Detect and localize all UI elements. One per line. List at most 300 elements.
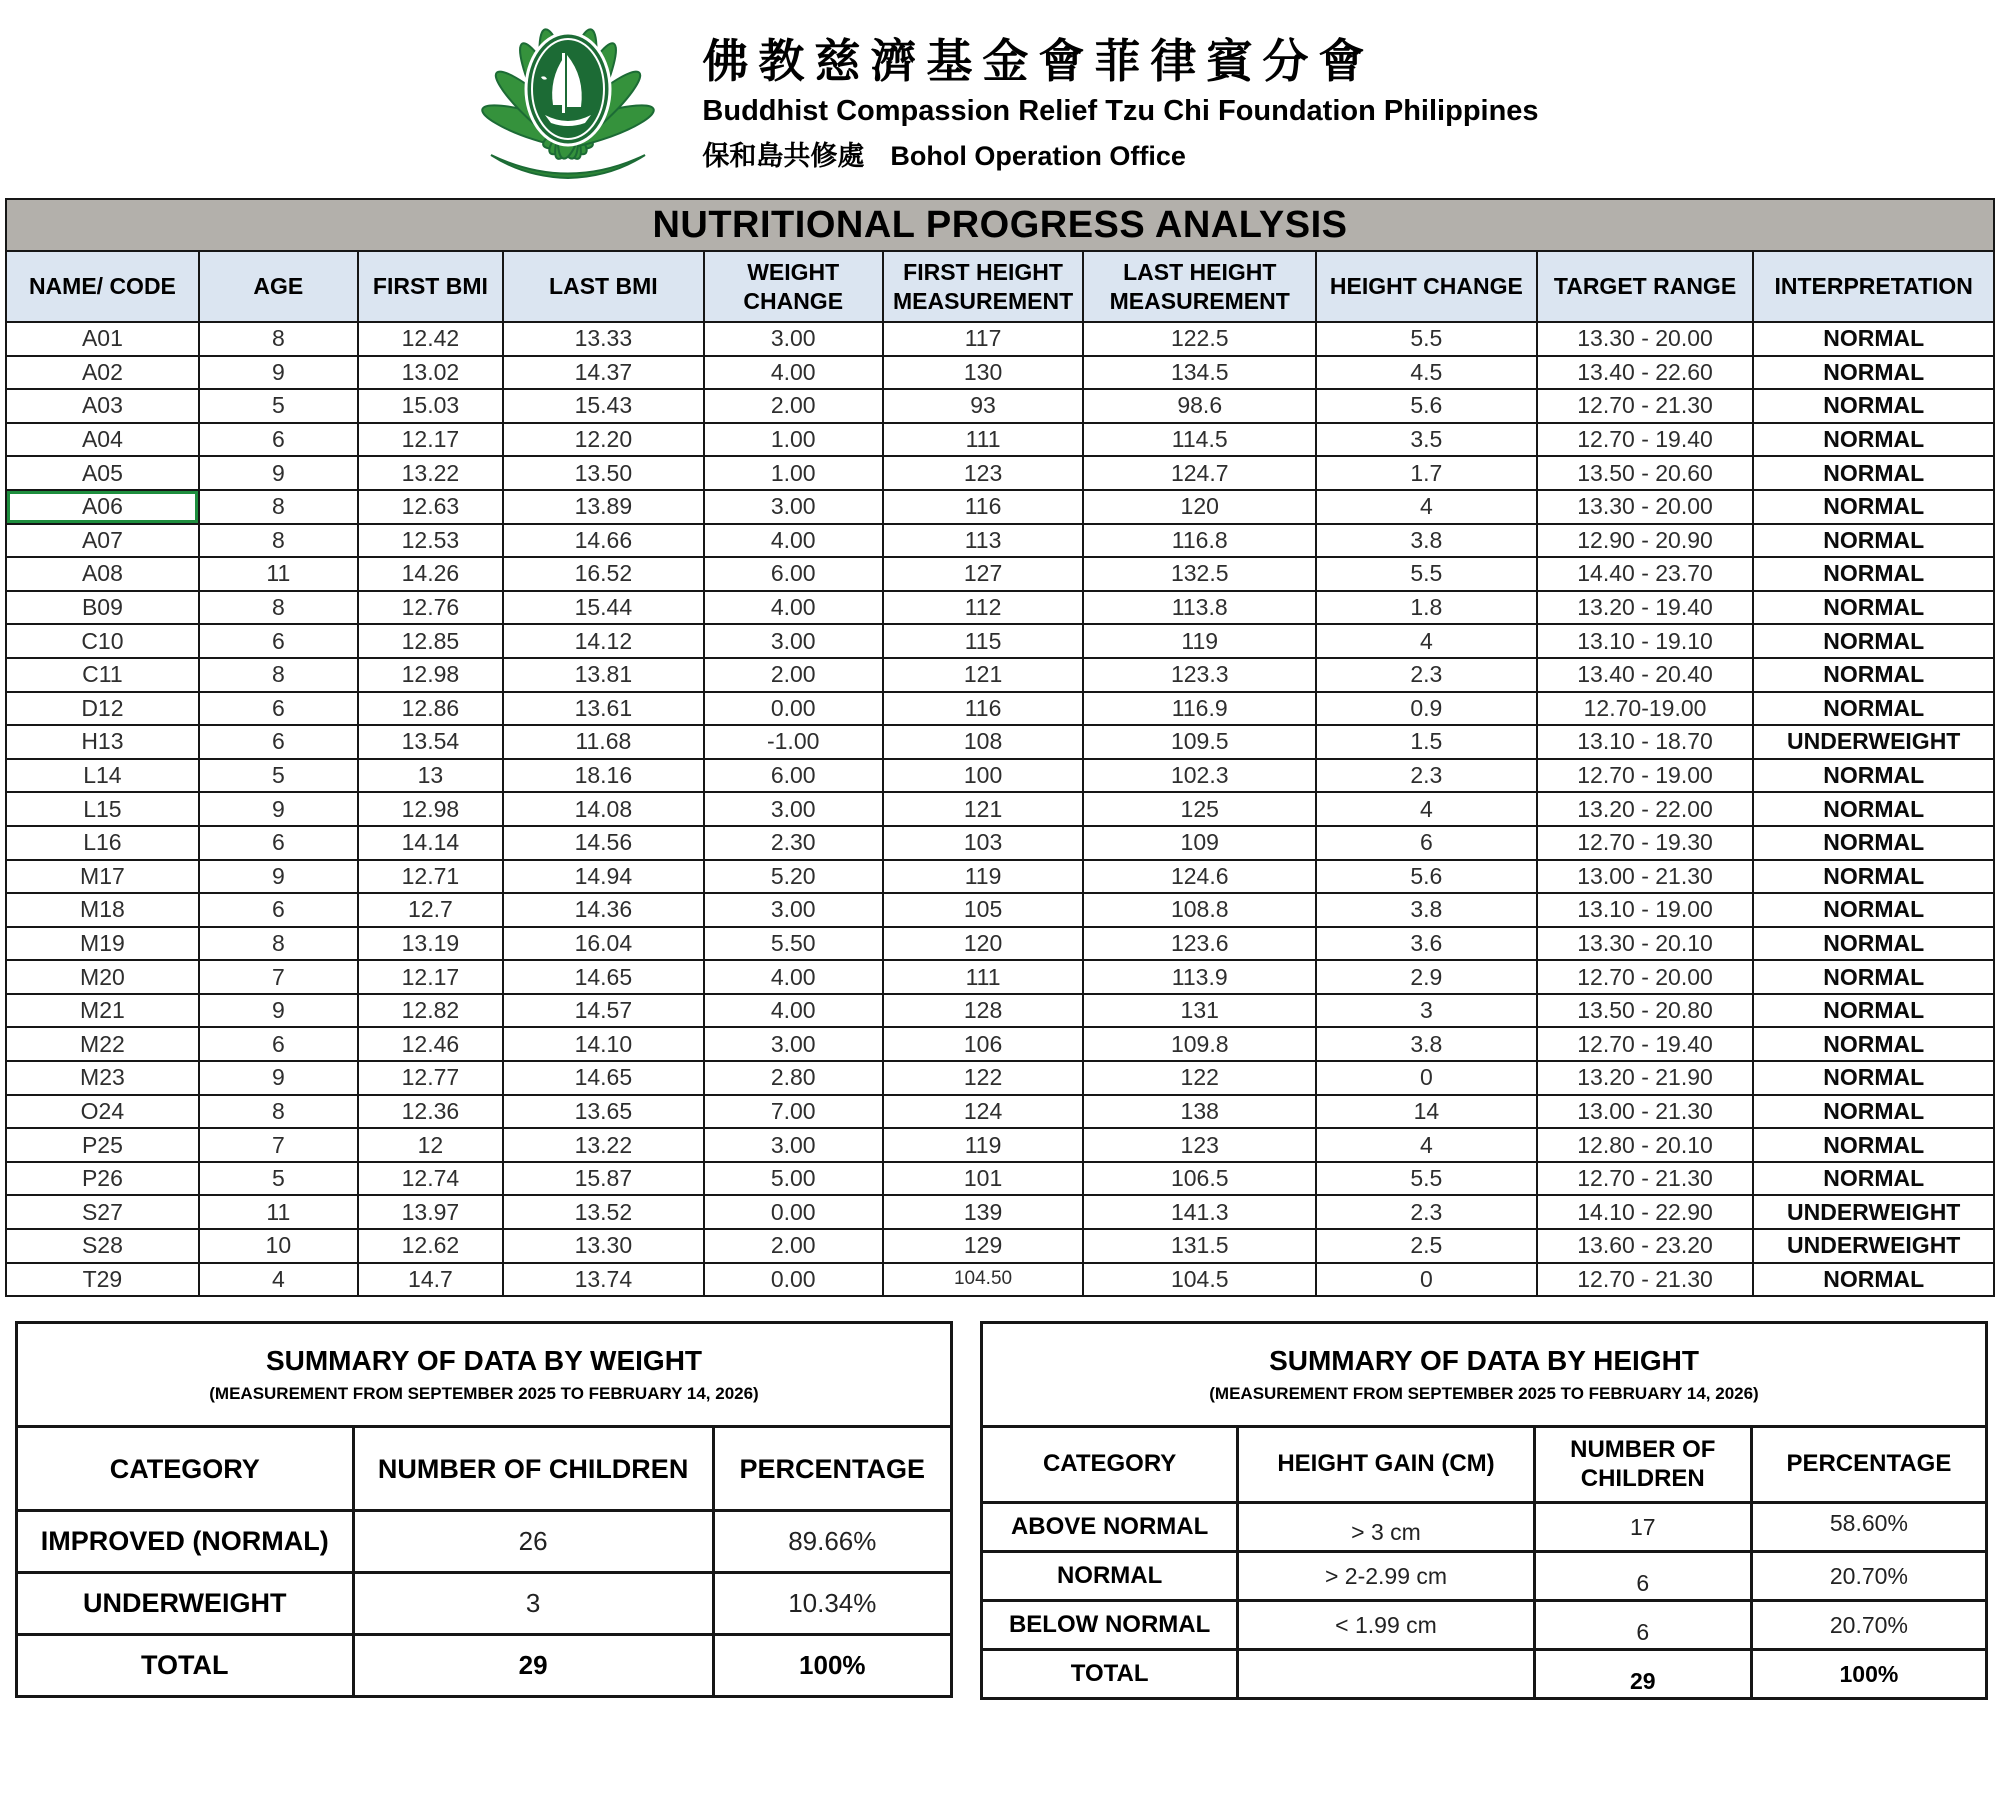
cell-first-height-measurement[interactable]: 119 bbox=[883, 1128, 1084, 1162]
cell-height-change[interactable]: 5.5 bbox=[1316, 557, 1537, 591]
cell-name-code[interactable]: L16 bbox=[6, 826, 199, 860]
cell-height-change[interactable]: 3 bbox=[1316, 994, 1537, 1028]
cell-height-change[interactable]: 2.5 bbox=[1316, 1229, 1537, 1263]
cell-age[interactable]: 10 bbox=[199, 1229, 358, 1263]
cell-last-height-measurement[interactable]: 119 bbox=[1083, 624, 1316, 658]
cell-age[interactable]: 6 bbox=[199, 692, 358, 726]
cell-age[interactable]: 8 bbox=[199, 658, 358, 692]
cell-first-height-measurement[interactable]: 116 bbox=[883, 490, 1084, 524]
cell-height-change[interactable]: 4 bbox=[1316, 1128, 1537, 1162]
cell-interpretation[interactable]: NORMAL bbox=[1753, 826, 1994, 860]
cell-age[interactable]: 8 bbox=[199, 524, 358, 558]
cell-last-bmi[interactable]: 14.10 bbox=[503, 1027, 704, 1061]
cell-interpretation[interactable]: NORMAL bbox=[1753, 1027, 1994, 1061]
cell-first-height-measurement[interactable]: 116 bbox=[883, 692, 1084, 726]
cell-first-bmi[interactable]: 15.03 bbox=[358, 389, 503, 423]
cell-height-change[interactable]: 3.8 bbox=[1316, 1027, 1537, 1061]
cell-first-height-measurement[interactable]: 127 bbox=[883, 557, 1084, 591]
cell-first-bmi[interactable]: 13.22 bbox=[358, 456, 503, 490]
cell-first-bmi[interactable]: 12.98 bbox=[358, 658, 503, 692]
cell-interpretation[interactable]: NORMAL bbox=[1753, 322, 1994, 356]
cell-interpretation[interactable]: NORMAL bbox=[1753, 893, 1994, 927]
height-summary-cell-number-of-children[interactable]: 6 bbox=[1534, 1601, 1751, 1650]
height-summary-cell-number-of-children[interactable]: 17 bbox=[1534, 1503, 1751, 1552]
cell-last-bmi[interactable]: 13.81 bbox=[503, 658, 704, 692]
cell-target-range[interactable]: 13.50 - 20.80 bbox=[1537, 994, 1754, 1028]
cell-age[interactable]: 11 bbox=[199, 557, 358, 591]
cell-weight-change[interactable]: 3.00 bbox=[704, 490, 883, 524]
cell-height-change[interactable]: 3.8 bbox=[1316, 893, 1537, 927]
cell-first-height-measurement[interactable]: 113 bbox=[883, 524, 1084, 558]
cell-target-range[interactable]: 14.10 - 22.90 bbox=[1537, 1195, 1754, 1229]
cell-last-height-measurement[interactable]: 123 bbox=[1083, 1128, 1316, 1162]
weight-summary-cell-number-of-children[interactable]: 26 bbox=[353, 1511, 713, 1573]
cell-name-code[interactable]: M22 bbox=[6, 1027, 199, 1061]
cell-weight-change[interactable]: 3.00 bbox=[704, 322, 883, 356]
cell-interpretation[interactable]: NORMAL bbox=[1753, 960, 1994, 994]
cell-name-code[interactable]: A01 bbox=[6, 322, 199, 356]
cell-target-range[interactable]: 13.20 - 22.00 bbox=[1537, 792, 1754, 826]
cell-last-height-measurement[interactable]: 122.5 bbox=[1083, 322, 1316, 356]
cell-weight-change[interactable]: 7.00 bbox=[704, 1095, 883, 1129]
cell-last-height-measurement[interactable]: 104.5 bbox=[1083, 1263, 1316, 1297]
cell-height-change[interactable]: 1.7 bbox=[1316, 456, 1537, 490]
cell-last-height-measurement[interactable]: 134.5 bbox=[1083, 356, 1316, 390]
cell-last-bmi[interactable]: 15.44 bbox=[503, 591, 704, 625]
cell-weight-change[interactable]: 0.00 bbox=[704, 692, 883, 726]
cell-age[interactable]: 9 bbox=[199, 456, 358, 490]
cell-age[interactable]: 8 bbox=[199, 927, 358, 961]
cell-last-height-measurement[interactable]: 109.5 bbox=[1083, 725, 1316, 759]
cell-last-height-measurement[interactable]: 123.6 bbox=[1083, 927, 1316, 961]
cell-age[interactable]: 6 bbox=[199, 725, 358, 759]
cell-last-bmi[interactable]: 14.08 bbox=[503, 792, 704, 826]
cell-age[interactable]: 11 bbox=[199, 1195, 358, 1229]
cell-interpretation[interactable]: NORMAL bbox=[1753, 624, 1994, 658]
cell-target-range[interactable]: 13.50 - 20.60 bbox=[1537, 456, 1754, 490]
cell-interpretation[interactable]: NORMAL bbox=[1753, 860, 1994, 894]
cell-interpretation[interactable]: NORMAL bbox=[1753, 557, 1994, 591]
cell-first-bmi[interactable]: 12.53 bbox=[358, 524, 503, 558]
cell-target-range[interactable]: 13.10 - 18.70 bbox=[1537, 725, 1754, 759]
cell-height-change[interactable]: 2.9 bbox=[1316, 960, 1537, 994]
cell-height-change[interactable]: 3.6 bbox=[1316, 927, 1537, 961]
cell-last-bmi[interactable]: 14.65 bbox=[503, 1061, 704, 1095]
cell-name-code[interactable]: T29 bbox=[6, 1263, 199, 1297]
height-summary-cell-height-gain[interactable] bbox=[1238, 1650, 1534, 1699]
cell-target-range[interactable]: 13.60 - 23.20 bbox=[1537, 1229, 1754, 1263]
cell-weight-change[interactable]: 1.00 bbox=[704, 456, 883, 490]
cell-age[interactable]: 5 bbox=[199, 759, 358, 793]
cell-first-bmi[interactable]: 12.76 bbox=[358, 591, 503, 625]
cell-age[interactable]: 6 bbox=[199, 893, 358, 927]
cell-first-height-measurement[interactable]: 115 bbox=[883, 624, 1084, 658]
cell-name-code[interactable]: M20 bbox=[6, 960, 199, 994]
cell-first-height-measurement[interactable]: 117 bbox=[883, 322, 1084, 356]
cell-height-change[interactable]: 3.8 bbox=[1316, 524, 1537, 558]
cell-last-bmi[interactable]: 13.50 bbox=[503, 456, 704, 490]
cell-last-bmi[interactable]: 13.89 bbox=[503, 490, 704, 524]
cell-age[interactable]: 9 bbox=[199, 994, 358, 1028]
cell-first-height-measurement[interactable]: 120 bbox=[883, 927, 1084, 961]
cell-interpretation[interactable]: NORMAL bbox=[1753, 759, 1994, 793]
cell-last-height-measurement[interactable]: 102.3 bbox=[1083, 759, 1316, 793]
cell-last-bmi[interactable]: 14.66 bbox=[503, 524, 704, 558]
cell-first-bmi[interactable]: 12.7 bbox=[358, 893, 503, 927]
cell-weight-change[interactable]: 0.00 bbox=[704, 1195, 883, 1229]
cell-interpretation[interactable]: NORMAL bbox=[1753, 524, 1994, 558]
cell-height-change[interactable]: 0 bbox=[1316, 1263, 1537, 1297]
cell-first-bmi[interactable]: 12.77 bbox=[358, 1061, 503, 1095]
height-summary-cell-category[interactable]: ABOVE NORMAL bbox=[982, 1503, 1238, 1552]
cell-target-range[interactable]: 13.00 - 21.30 bbox=[1537, 860, 1754, 894]
cell-height-change[interactable]: 6 bbox=[1316, 826, 1537, 860]
cell-first-height-measurement[interactable]: 93 bbox=[883, 389, 1084, 423]
cell-name-code[interactable]: S28 bbox=[6, 1229, 199, 1263]
cell-weight-change[interactable]: -1.00 bbox=[704, 725, 883, 759]
weight-summary-cell-percentage[interactable]: 10.34% bbox=[713, 1573, 951, 1635]
cell-first-bmi[interactable]: 12.98 bbox=[358, 792, 503, 826]
cell-target-range[interactable]: 12.70 - 20.00 bbox=[1537, 960, 1754, 994]
cell-last-height-measurement[interactable]: 124.7 bbox=[1083, 456, 1316, 490]
cell-interpretation[interactable]: NORMAL bbox=[1753, 994, 1994, 1028]
cell-interpretation[interactable]: NORMAL bbox=[1753, 927, 1994, 961]
cell-weight-change[interactable]: 5.00 bbox=[704, 1162, 883, 1196]
cell-weight-change[interactable]: 6.00 bbox=[704, 759, 883, 793]
cell-first-bmi[interactable]: 12.42 bbox=[358, 322, 503, 356]
cell-weight-change[interactable]: 3.00 bbox=[704, 1027, 883, 1061]
cell-name-code[interactable]: M17 bbox=[6, 860, 199, 894]
cell-weight-change[interactable]: 2.00 bbox=[704, 1229, 883, 1263]
cell-first-bmi[interactable]: 12.71 bbox=[358, 860, 503, 894]
cell-name-code[interactable]: A04 bbox=[6, 423, 199, 457]
cell-height-change[interactable]: 2.3 bbox=[1316, 759, 1537, 793]
cell-age[interactable]: 8 bbox=[199, 1095, 358, 1129]
cell-target-range[interactable]: 13.00 - 21.30 bbox=[1537, 1095, 1754, 1129]
cell-first-height-measurement[interactable]: 106 bbox=[883, 1027, 1084, 1061]
cell-target-range[interactable]: 13.40 - 22.60 bbox=[1537, 356, 1754, 390]
cell-height-change[interactable]: 14 bbox=[1316, 1095, 1537, 1129]
cell-last-height-measurement[interactable]: 114.5 bbox=[1083, 423, 1316, 457]
cell-weight-change[interactable]: 4.00 bbox=[704, 960, 883, 994]
cell-age[interactable]: 7 bbox=[199, 960, 358, 994]
cell-target-range[interactable]: 13.30 - 20.10 bbox=[1537, 927, 1754, 961]
cell-target-range[interactable]: 12.70 - 21.30 bbox=[1537, 1162, 1754, 1196]
cell-first-bmi[interactable]: 13.02 bbox=[358, 356, 503, 390]
cell-first-bmi[interactable]: 13.54 bbox=[358, 725, 503, 759]
cell-target-range[interactable]: 13.40 - 20.40 bbox=[1537, 658, 1754, 692]
cell-height-change[interactable]: 4 bbox=[1316, 792, 1537, 826]
cell-first-height-measurement[interactable]: 100 bbox=[883, 759, 1084, 793]
cell-last-height-measurement[interactable]: 131.5 bbox=[1083, 1229, 1316, 1263]
cell-interpretation[interactable]: NORMAL bbox=[1753, 1095, 1994, 1129]
cell-first-height-measurement[interactable]: 104.50 bbox=[883, 1263, 1084, 1297]
cell-age[interactable]: 8 bbox=[199, 591, 358, 625]
cell-last-bmi[interactable]: 12.20 bbox=[503, 423, 704, 457]
cell-interpretation[interactable]: NORMAL bbox=[1753, 692, 1994, 726]
cell-first-bmi[interactable]: 12.62 bbox=[358, 1229, 503, 1263]
cell-interpretation[interactable]: UNDERWEIGHT bbox=[1753, 1195, 1994, 1229]
cell-interpretation[interactable]: UNDERWEIGHT bbox=[1753, 725, 1994, 759]
cell-height-change[interactable]: 4 bbox=[1316, 490, 1537, 524]
cell-first-height-measurement[interactable]: 122 bbox=[883, 1061, 1084, 1095]
height-summary-cell-percentage[interactable]: 20.70% bbox=[1751, 1601, 1986, 1650]
cell-name-code[interactable]: A07 bbox=[6, 524, 199, 558]
cell-name-code[interactable]: A03 bbox=[6, 389, 199, 423]
cell-last-bmi[interactable]: 13.33 bbox=[503, 322, 704, 356]
cell-interpretation[interactable]: NORMAL bbox=[1753, 389, 1994, 423]
weight-summary-cell-percentage[interactable]: 89.66% bbox=[713, 1511, 951, 1573]
cell-target-range[interactable]: 13.20 - 19.40 bbox=[1537, 591, 1754, 625]
cell-weight-change[interactable]: 3.00 bbox=[704, 893, 883, 927]
cell-weight-change[interactable]: 2.30 bbox=[704, 826, 883, 860]
cell-first-height-measurement[interactable]: 111 bbox=[883, 960, 1084, 994]
cell-last-bmi[interactable]: 13.65 bbox=[503, 1095, 704, 1129]
cell-interpretation[interactable]: NORMAL bbox=[1753, 1162, 1994, 1196]
cell-age[interactable]: 9 bbox=[199, 860, 358, 894]
cell-target-range[interactable]: 14.40 - 23.70 bbox=[1537, 557, 1754, 591]
cell-first-bmi[interactable]: 14.14 bbox=[358, 826, 503, 860]
height-summary-cell-category[interactable]: NORMAL bbox=[982, 1552, 1238, 1601]
cell-target-range[interactable]: 12.90 - 20.90 bbox=[1537, 524, 1754, 558]
cell-name-code[interactable]: C10 bbox=[6, 624, 199, 658]
cell-name-code[interactable]: L15 bbox=[6, 792, 199, 826]
cell-first-height-measurement[interactable]: 119 bbox=[883, 860, 1084, 894]
cell-last-bmi[interactable]: 13.74 bbox=[503, 1263, 704, 1297]
cell-last-height-measurement[interactable]: 132.5 bbox=[1083, 557, 1316, 591]
cell-first-height-measurement[interactable]: 101 bbox=[883, 1162, 1084, 1196]
cell-last-bmi[interactable]: 15.43 bbox=[503, 389, 704, 423]
cell-age[interactable]: 6 bbox=[199, 1027, 358, 1061]
cell-interpretation[interactable]: NORMAL bbox=[1753, 490, 1994, 524]
cell-name-code[interactable]: A08 bbox=[6, 557, 199, 591]
height-summary-cell-category[interactable]: BELOW NORMAL bbox=[982, 1601, 1238, 1650]
height-summary-cell-height-gain[interactable]: > 3 cm bbox=[1238, 1503, 1534, 1552]
cell-last-bmi[interactable]: 13.61 bbox=[503, 692, 704, 726]
cell-last-bmi[interactable]: 13.22 bbox=[503, 1128, 704, 1162]
cell-last-height-measurement[interactable]: 122 bbox=[1083, 1061, 1316, 1095]
cell-height-change[interactable]: 2.3 bbox=[1316, 1195, 1537, 1229]
cell-first-height-measurement[interactable]: 130 bbox=[883, 356, 1084, 390]
cell-last-bmi[interactable]: 14.56 bbox=[503, 826, 704, 860]
cell-weight-change[interactable]: 1.00 bbox=[704, 423, 883, 457]
cell-interpretation[interactable]: NORMAL bbox=[1753, 591, 1994, 625]
cell-name-code[interactable]: P25 bbox=[6, 1128, 199, 1162]
cell-last-height-measurement[interactable]: 109 bbox=[1083, 826, 1316, 860]
cell-first-bmi[interactable]: 14.7 bbox=[358, 1263, 503, 1297]
cell-age[interactable]: 6 bbox=[199, 826, 358, 860]
cell-height-change[interactable]: 5.6 bbox=[1316, 389, 1537, 423]
cell-last-height-measurement[interactable]: 125 bbox=[1083, 792, 1316, 826]
height-summary-cell-percentage[interactable]: 100% bbox=[1751, 1650, 1986, 1699]
cell-height-change[interactable]: 2.3 bbox=[1316, 658, 1537, 692]
cell-last-height-measurement[interactable]: 106.5 bbox=[1083, 1162, 1316, 1196]
cell-name-code[interactable]: B09 bbox=[6, 591, 199, 625]
cell-name-code[interactable]: M18 bbox=[6, 893, 199, 927]
cell-weight-change[interactable]: 5.20 bbox=[704, 860, 883, 894]
cell-first-height-measurement[interactable]: 124 bbox=[883, 1095, 1084, 1129]
cell-first-bmi[interactable]: 12.74 bbox=[358, 1162, 503, 1196]
cell-height-change[interactable]: 5.5 bbox=[1316, 322, 1537, 356]
cell-weight-change[interactable]: 2.00 bbox=[704, 389, 883, 423]
cell-last-bmi[interactable]: 14.57 bbox=[503, 994, 704, 1028]
cell-name-code[interactable]: M23 bbox=[6, 1061, 199, 1095]
cell-weight-change[interactable]: 2.00 bbox=[704, 658, 883, 692]
cell-age[interactable]: 9 bbox=[199, 1061, 358, 1095]
cell-name-code[interactable]: O24 bbox=[6, 1095, 199, 1129]
cell-weight-change[interactable]: 4.00 bbox=[704, 994, 883, 1028]
cell-weight-change[interactable]: 0.00 bbox=[704, 1263, 883, 1297]
cell-interpretation[interactable]: NORMAL bbox=[1753, 1263, 1994, 1297]
cell-age[interactable]: 5 bbox=[199, 389, 358, 423]
cell-target-range[interactable]: 12.70 - 19.40 bbox=[1537, 423, 1754, 457]
cell-last-height-measurement[interactable]: 113.8 bbox=[1083, 591, 1316, 625]
cell-target-range[interactable]: 12.70 - 19.40 bbox=[1537, 1027, 1754, 1061]
cell-target-range[interactable]: 13.30 - 20.00 bbox=[1537, 490, 1754, 524]
cell-first-height-measurement[interactable]: 103 bbox=[883, 826, 1084, 860]
cell-first-bmi[interactable]: 13 bbox=[358, 759, 503, 793]
cell-last-height-measurement[interactable]: 131 bbox=[1083, 994, 1316, 1028]
cell-name-code[interactable]: P26 bbox=[6, 1162, 199, 1196]
cell-last-height-measurement[interactable]: 138 bbox=[1083, 1095, 1316, 1129]
cell-name-code[interactable]: H13 bbox=[6, 725, 199, 759]
cell-target-range[interactable]: 12.70 - 19.30 bbox=[1537, 826, 1754, 860]
height-summary-cell-height-gain[interactable]: < 1.99 cm bbox=[1238, 1601, 1534, 1650]
cell-name-code[interactable]: L14 bbox=[6, 759, 199, 793]
cell-first-bmi[interactable]: 12.86 bbox=[358, 692, 503, 726]
cell-last-height-measurement[interactable]: 120 bbox=[1083, 490, 1316, 524]
cell-target-range[interactable]: 13.10 - 19.10 bbox=[1537, 624, 1754, 658]
height-summary-cell-number-of-children[interactable]: 29 bbox=[1534, 1650, 1751, 1699]
cell-interpretation[interactable]: NORMAL bbox=[1753, 423, 1994, 457]
cell-last-bmi[interactable]: 13.52 bbox=[503, 1195, 704, 1229]
cell-target-range[interactable]: 12.70 - 21.30 bbox=[1537, 1263, 1754, 1297]
cell-age[interactable]: 7 bbox=[199, 1128, 358, 1162]
cell-weight-change[interactable]: 2.80 bbox=[704, 1061, 883, 1095]
cell-first-height-measurement[interactable]: 112 bbox=[883, 591, 1084, 625]
cell-interpretation[interactable]: NORMAL bbox=[1753, 792, 1994, 826]
height-summary-cell-percentage[interactable]: 20.70% bbox=[1751, 1552, 1986, 1601]
cell-height-change[interactable]: 0 bbox=[1316, 1061, 1537, 1095]
cell-target-range[interactable]: 13.10 - 19.00 bbox=[1537, 893, 1754, 927]
cell-height-change[interactable]: 4.5 bbox=[1316, 356, 1537, 390]
weight-summary-cell-number-of-children[interactable]: 3 bbox=[353, 1573, 713, 1635]
cell-name-code[interactable]: A06 bbox=[6, 490, 199, 524]
cell-name-code[interactable]: A02 bbox=[6, 356, 199, 390]
cell-last-bmi[interactable]: 13.30 bbox=[503, 1229, 704, 1263]
cell-age[interactable]: 8 bbox=[199, 490, 358, 524]
cell-height-change[interactable]: 1.5 bbox=[1316, 725, 1537, 759]
cell-age[interactable]: 8 bbox=[199, 322, 358, 356]
cell-last-bmi[interactable]: 15.87 bbox=[503, 1162, 704, 1196]
cell-weight-change[interactable]: 3.00 bbox=[704, 792, 883, 826]
cell-age[interactable]: 9 bbox=[199, 792, 358, 826]
cell-first-bmi[interactable]: 12.36 bbox=[358, 1095, 503, 1129]
cell-interpretation[interactable]: NORMAL bbox=[1753, 658, 1994, 692]
cell-last-bmi[interactable]: 14.94 bbox=[503, 860, 704, 894]
cell-last-bmi[interactable]: 14.65 bbox=[503, 960, 704, 994]
cell-target-range[interactable]: 13.30 - 20.00 bbox=[1537, 322, 1754, 356]
cell-last-bmi[interactable]: 14.36 bbox=[503, 893, 704, 927]
cell-interpretation[interactable]: NORMAL bbox=[1753, 456, 1994, 490]
cell-last-bmi[interactable]: 11.68 bbox=[503, 725, 704, 759]
cell-first-height-measurement[interactable]: 128 bbox=[883, 994, 1084, 1028]
cell-first-height-measurement[interactable]: 108 bbox=[883, 725, 1084, 759]
cell-first-bmi[interactable]: 12.46 bbox=[358, 1027, 503, 1061]
weight-summary-cell-category[interactable]: TOTAL bbox=[17, 1635, 354, 1697]
cell-first-bmi[interactable]: 14.26 bbox=[358, 557, 503, 591]
cell-last-height-measurement[interactable]: 116.8 bbox=[1083, 524, 1316, 558]
cell-age[interactable]: 6 bbox=[199, 423, 358, 457]
cell-height-change[interactable]: 3.5 bbox=[1316, 423, 1537, 457]
cell-last-bmi[interactable]: 14.37 bbox=[503, 356, 704, 390]
cell-height-change[interactable]: 5.5 bbox=[1316, 1162, 1537, 1196]
cell-age[interactable]: 4 bbox=[199, 1263, 358, 1297]
cell-last-bmi[interactable]: 16.52 bbox=[503, 557, 704, 591]
cell-name-code[interactable]: M21 bbox=[6, 994, 199, 1028]
cell-first-height-measurement[interactable]: 121 bbox=[883, 792, 1084, 826]
cell-name-code[interactable]: D12 bbox=[6, 692, 199, 726]
cell-weight-change[interactable]: 3.00 bbox=[704, 1128, 883, 1162]
height-summary-cell-height-gain[interactable]: > 2-2.99 cm bbox=[1238, 1552, 1534, 1601]
height-summary-cell-percentage[interactable]: 58.60% bbox=[1751, 1503, 1986, 1552]
cell-first-bmi[interactable]: 12.63 bbox=[358, 490, 503, 524]
cell-first-bmi[interactable]: 12.82 bbox=[358, 994, 503, 1028]
cell-name-code[interactable]: A05 bbox=[6, 456, 199, 490]
cell-last-height-measurement[interactable]: 108.8 bbox=[1083, 893, 1316, 927]
cell-interpretation[interactable]: UNDERWEIGHT bbox=[1753, 1229, 1994, 1263]
cell-first-height-measurement[interactable]: 129 bbox=[883, 1229, 1084, 1263]
cell-last-height-measurement[interactable]: 113.9 bbox=[1083, 960, 1316, 994]
cell-first-bmi[interactable]: 13.19 bbox=[358, 927, 503, 961]
cell-height-change[interactable]: 1.8 bbox=[1316, 591, 1537, 625]
cell-last-height-measurement[interactable]: 124.6 bbox=[1083, 860, 1316, 894]
cell-target-range[interactable]: 12.70-19.00 bbox=[1537, 692, 1754, 726]
cell-weight-change[interactable]: 3.00 bbox=[704, 624, 883, 658]
cell-first-height-measurement[interactable]: 123 bbox=[883, 456, 1084, 490]
cell-last-height-measurement[interactable]: 116.9 bbox=[1083, 692, 1316, 726]
cell-first-bmi[interactable]: 12.17 bbox=[358, 960, 503, 994]
cell-first-bmi[interactable]: 12.85 bbox=[358, 624, 503, 658]
cell-first-bmi[interactable]: 12 bbox=[358, 1128, 503, 1162]
cell-first-height-measurement[interactable]: 139 bbox=[883, 1195, 1084, 1229]
cell-weight-change[interactable]: 5.50 bbox=[704, 927, 883, 961]
cell-height-change[interactable]: 4 bbox=[1316, 624, 1537, 658]
cell-target-range[interactable]: 12.70 - 21.30 bbox=[1537, 389, 1754, 423]
cell-interpretation[interactable]: NORMAL bbox=[1753, 356, 1994, 390]
cell-first-height-measurement[interactable]: 111 bbox=[883, 423, 1084, 457]
cell-first-bmi[interactable]: 12.17 bbox=[358, 423, 503, 457]
cell-name-code[interactable]: M19 bbox=[6, 927, 199, 961]
cell-height-change[interactable]: 0.9 bbox=[1316, 692, 1537, 726]
cell-interpretation[interactable]: NORMAL bbox=[1753, 1128, 1994, 1162]
cell-target-range[interactable]: 12.80 - 20.10 bbox=[1537, 1128, 1754, 1162]
cell-name-code[interactable]: C11 bbox=[6, 658, 199, 692]
cell-last-bmi[interactable]: 18.16 bbox=[503, 759, 704, 793]
cell-first-height-measurement[interactable]: 105 bbox=[883, 893, 1084, 927]
cell-last-height-measurement[interactable]: 141.3 bbox=[1083, 1195, 1316, 1229]
cell-weight-change[interactable]: 4.00 bbox=[704, 356, 883, 390]
cell-last-height-measurement[interactable]: 109.8 bbox=[1083, 1027, 1316, 1061]
cell-first-height-measurement[interactable]: 121 bbox=[883, 658, 1084, 692]
cell-target-range[interactable]: 13.20 - 21.90 bbox=[1537, 1061, 1754, 1095]
cell-first-bmi[interactable]: 13.97 bbox=[358, 1195, 503, 1229]
cell-weight-change[interactable]: 4.00 bbox=[704, 591, 883, 625]
cell-weight-change[interactable]: 4.00 bbox=[704, 524, 883, 558]
cell-height-change[interactable]: 5.6 bbox=[1316, 860, 1537, 894]
height-summary-cell-number-of-children[interactable]: 6 bbox=[1534, 1552, 1751, 1601]
cell-last-bmi[interactable]: 14.12 bbox=[503, 624, 704, 658]
